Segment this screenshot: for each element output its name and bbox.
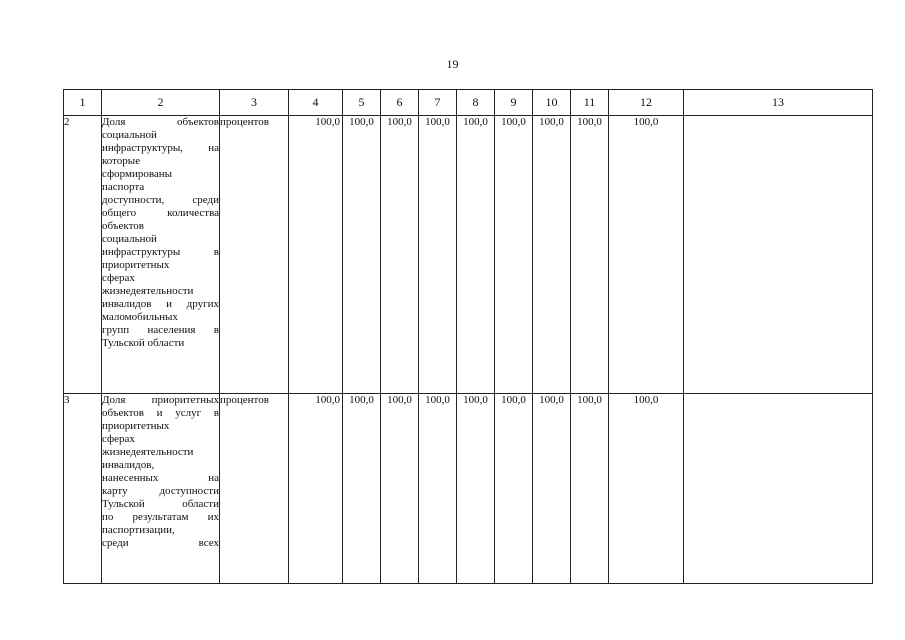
indicator-name-line: инфраструктуры в	[102, 246, 219, 258]
column-header: 11	[571, 90, 609, 116]
indicator-name-line: сформированы	[102, 168, 173, 180]
row-number: 2	[64, 116, 102, 394]
table-row	[64, 116, 873, 394]
indicator-name-line: жизнедеятельности	[102, 446, 194, 458]
indicator-name-line: приоритетных	[102, 259, 170, 271]
column-header: 2	[102, 90, 220, 116]
column-header: 1	[64, 90, 102, 116]
column-header: 5	[343, 90, 381, 116]
column-header: 7	[419, 90, 457, 116]
indicator-name-line: общего количества	[102, 207, 219, 219]
indicators-table	[63, 89, 873, 584]
indicator-name-line: групп населения в	[102, 324, 219, 336]
notes-cell	[684, 394, 873, 584]
column-header: 8	[457, 90, 495, 116]
value-cell: 100,0	[457, 116, 495, 394]
indicator-name-line: паспортизации,	[102, 524, 175, 536]
indicator-name-line: карту доступности	[102, 485, 219, 497]
value-cell: 100,0	[571, 394, 609, 584]
indicator-name-line: паспорта	[102, 181, 145, 193]
indicator-name-line: инвалидов и других	[102, 298, 219, 310]
value-cell: 100,0	[533, 394, 571, 584]
column-header: 9	[495, 90, 533, 116]
unit-of-measure: процентов	[220, 116, 289, 394]
indicator-name-line: нанесенных на	[102, 472, 219, 484]
value-cell: 100,0	[495, 394, 533, 584]
value-cell: 100,0	[289, 116, 343, 394]
column-header: 3	[220, 90, 289, 116]
notes-cell	[684, 116, 873, 394]
value-cell: 100,0	[571, 116, 609, 394]
indicator-name	[102, 394, 220, 584]
indicator-name-line: объектов и услуг в	[102, 407, 219, 419]
value-cell: 100,0	[533, 116, 571, 394]
column-header: 10	[533, 90, 571, 116]
indicator-name-line: доступности, среди	[102, 194, 219, 206]
value-cell: 100,0	[343, 116, 381, 394]
indicator-name-line: которые	[102, 155, 141, 167]
indicator-name-line: Доля приоритетных	[102, 394, 219, 406]
column-header: 4	[289, 90, 343, 116]
indicator-name-line: объектов	[102, 220, 144, 232]
indicator-name-line: социальной	[102, 129, 157, 141]
indicator-name-line: инвалидов,	[102, 459, 155, 471]
value-cell: 100,0	[609, 394, 684, 584]
value-cell: 100,0	[457, 394, 495, 584]
indicator-name-line: жизнедеятельности	[102, 285, 194, 297]
indicator-name-line: социальной	[102, 233, 157, 245]
table-row	[64, 394, 873, 584]
indicator-name-line: Доля объектов	[102, 116, 219, 128]
indicator-name-line: по результатам их	[102, 511, 219, 523]
value-cell: 100,0	[381, 394, 419, 584]
column-header: 13	[684, 90, 873, 116]
unit-of-measure: процентов	[220, 394, 289, 584]
value-cell: 100,0	[419, 116, 457, 394]
column-header: 12	[609, 90, 684, 116]
value-cell: 100,0	[419, 394, 457, 584]
indicator-name-line: сферах	[102, 433, 135, 445]
row-number: 3	[64, 394, 102, 584]
indicator-name-line: приоритетных	[102, 420, 170, 432]
indicator-name-line: маломобильных	[102, 311, 178, 323]
page-number: 19	[446, 57, 459, 71]
indicator-name-line: Тульской области	[102, 337, 185, 349]
value-cell: 100,0	[289, 394, 343, 584]
indicator-name-line: инфраструктуры, на	[102, 142, 219, 154]
table-header-row	[64, 90, 873, 116]
indicator-name	[102, 116, 220, 394]
value-cell: 100,0	[381, 116, 419, 394]
column-header: 6	[381, 90, 419, 116]
indicator-name-line: среди всех	[102, 537, 219, 549]
value-cell: 100,0	[495, 116, 533, 394]
value-cell: 100,0	[343, 394, 381, 584]
value-cell: 100,0	[609, 116, 684, 394]
indicator-name-line: Тульской области	[102, 498, 219, 510]
indicator-name-line: сферах	[102, 272, 135, 284]
